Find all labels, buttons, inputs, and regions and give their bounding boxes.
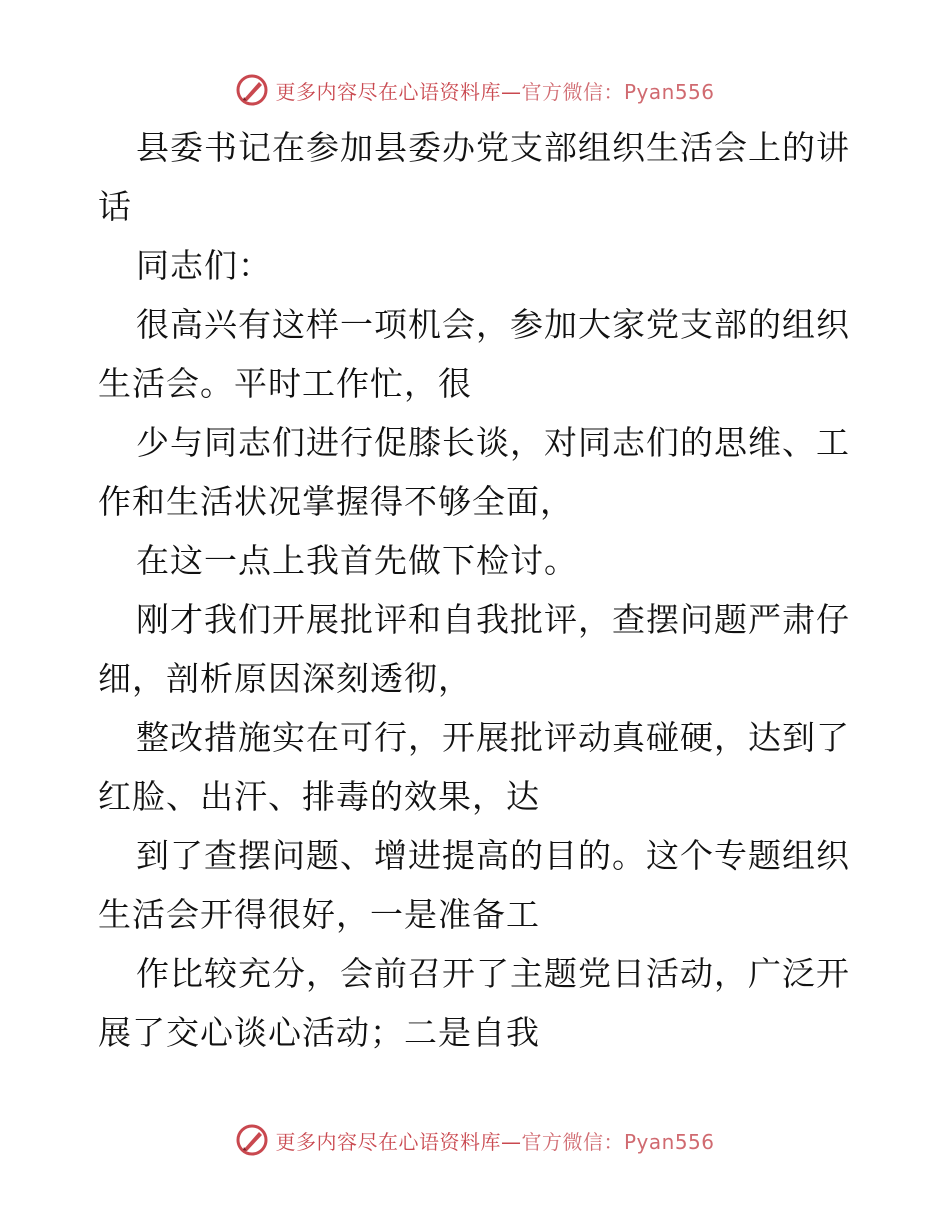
paragraph-line: 到了查摆问题、增进提高的目的。这个专题组织: [136, 836, 850, 875]
title-line-2: 话: [98, 187, 132, 226]
paragraph-line: 在这一点上我首先做下检讨。: [136, 541, 578, 580]
title-line-1: 县委书记在参加县委办党支部组织生活会上的讲: [136, 128, 850, 167]
document-body: [98, 118, 858, 1062]
paragraph-line: 生活会开得很好，一是准备工: [98, 895, 540, 934]
banner-dash: —: [500, 79, 522, 104]
footer-banner: [0, 1120, 950, 1160]
paragraph-line: 生活会。平时工作忙，很: [98, 364, 472, 403]
wechat-id: Pyan556: [623, 1129, 715, 1154]
paragraph-line: 作和生活状况掌握得不够全面，: [98, 482, 574, 521]
banner-text: [275, 1126, 714, 1155]
paragraph-line: 刚才我们开展批评和自我批评，查摆问题严肃仔: [136, 600, 850, 639]
wechat-id: Pyan556: [623, 79, 715, 104]
quill-pen-logo-icon: [235, 73, 269, 107]
paragraph-line: 少与同志们进行促膝长谈，对同志们的思维、工: [136, 423, 850, 462]
paragraph-line: 红脸、出汗、排毒的效果，达: [98, 777, 540, 816]
paragraph-line: 展了交心谈心活动；二是自我: [98, 1013, 540, 1052]
quill-pen-logo-icon: [235, 1123, 269, 1157]
wechat-label: 官方微信：: [521, 79, 624, 104]
banner-slogan: 更多内容尽在心语资料库: [275, 79, 501, 104]
salutation: 同志们：: [136, 246, 272, 285]
paragraph-line: 整改措施实在可行，开展批评动真碰硬，达到了: [136, 718, 850, 757]
paragraph-line: 细，剖析原因深刻透彻，: [98, 659, 472, 698]
paragraph-line: 作比较充分，会前召开了主题党日活动，广泛开: [136, 954, 850, 993]
paragraph-line: 很高兴有这样一项机会，参加大家党支部的组织: [136, 305, 850, 344]
banner-dash: —: [500, 1129, 522, 1154]
banner-text: [275, 76, 714, 105]
banner-slogan: 更多内容尽在心语资料库: [275, 1129, 501, 1154]
header-banner: [0, 70, 950, 110]
wechat-label: 官方微信：: [521, 1129, 624, 1154]
